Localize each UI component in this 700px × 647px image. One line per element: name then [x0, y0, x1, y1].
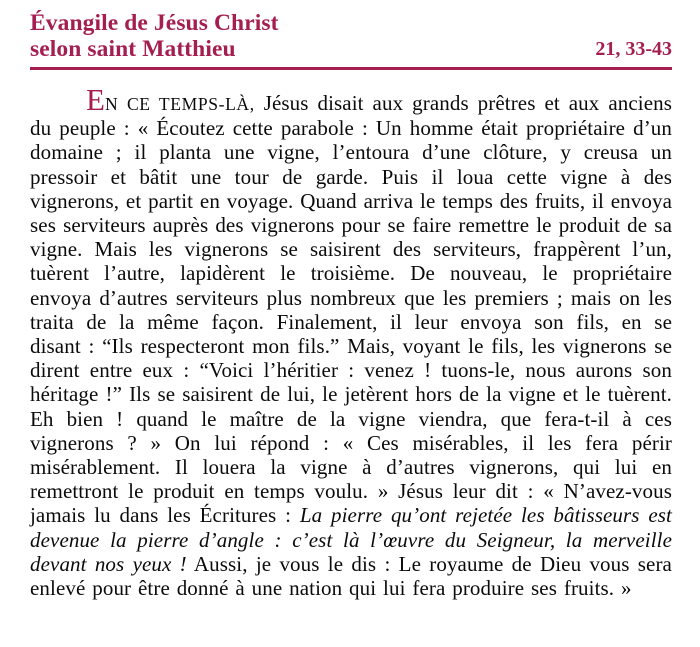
reading-body: [30, 82, 673, 601]
scripture-quote-italic: La pierre qu’ont rejetée les bâtisseurs est devenue la pierre d’angle : c’est là l’œuvre du Seigneur, la merveille devant nos yeux !: [30, 503, 672, 576]
reading-title-line1: Évangile de Jésus Christ: [30, 10, 279, 36]
gospel-text-main: Jésus disait aux grands prêtres et aux anciens du peuple : « Écoutez cette parabole : Un homme était propriétaire d’un domaine ; il planta une vigne, l’entoura d’une clôture, y creusa un pressoir et bâtit une tour de garde. Puis il loua cette vigne à des vignerons, et partit en voyage. Quand arriva le temps des fruits, il envoya ses serviteurs auprès des vignerons pour se faire remettre le produit de sa vigne. Mais les vignerons se saisirent des serviteurs, frappèrent l’un, tuèrent l’autre, lapidèrent le troisième. De nouveau, le propriétaire envoya d’autres serviteurs plus nombreux que les premiers ; mais on les traita de la même façon. Finalement, il leur envoya son fils, en se disant : “Ils respecteront mon fils.” Mais, voyant le fils, les vignerons se dirent entre eux : “Voici l’héritier : venez ! tuons-le, nous aurons son héritage !” Ils se saisirent de lui, le jetèrent hors de la vigne et le tuèrent. Eh bien ! quand le maître de la vigne viendra, que fera-t-il à ces vignerons ? » On lui répond : « Ces misérables, il les fera périr misérablement. Il louera la vigne à d’autres vignerons, qui lui en remettront le produit en temps voulu. » Jésus leur dit : « N’avez-vous jamais lu dans les Écritures :: [30, 91, 673, 528]
reading-title: [30, 10, 279, 62]
scripture-reference: 21, 33-43: [595, 38, 672, 60]
reading-header: [30, 10, 672, 70]
drop-cap-initial: E: [86, 82, 106, 117]
reading-title-line2: selon saint Matthieu: [30, 36, 236, 62]
incipit-smallcaps: N CE TEMPS-LÀ,: [105, 94, 255, 114]
gospel-paragraph: [30, 82, 673, 601]
gospel-text-closing: Aussi, je vous le dis : Le royaume de Dieu vous sera enlevé pour être donné à une nation qui lui fera produire ses fruits. »: [30, 551, 672, 601]
